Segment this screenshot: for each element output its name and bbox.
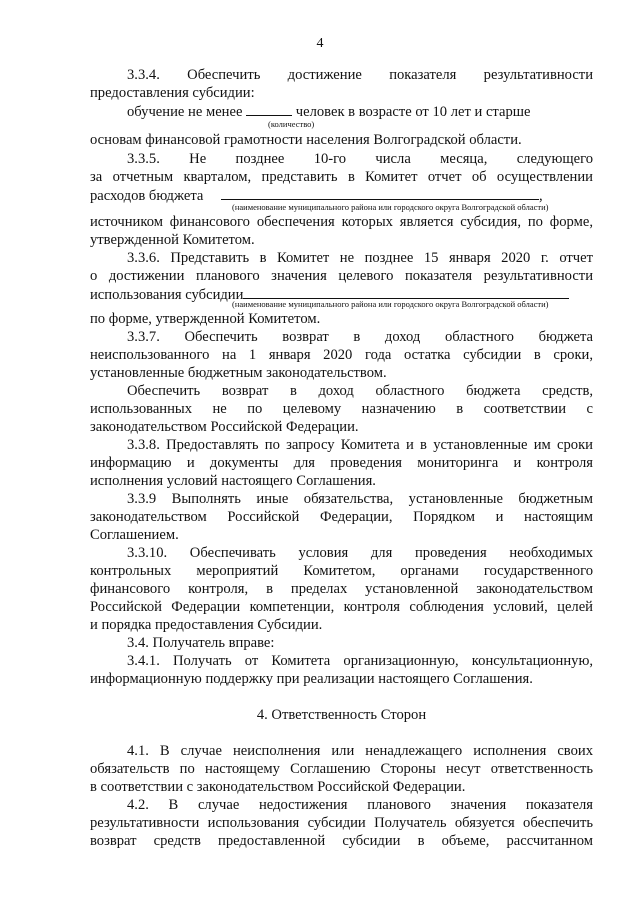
text-line: 3.3.6. Представить в Комитет не позднее 15 января 2020 г. отчет	[127, 250, 593, 266]
text-line: Соглашением.	[90, 527, 179, 543]
text-line: за отчетным кварталом, представить в Комитет отчет об осуществлении	[90, 169, 593, 185]
text-fragment: ,	[539, 188, 543, 204]
text-line: возврат средств предоставленной субсидии в объеме, рассчитанном	[90, 833, 593, 849]
text-line: 4.2. В случае недостижения планового значения показателя	[127, 797, 593, 813]
text-line: источником финансового обеспечения которых является субсидия, по форме,	[90, 214, 593, 230]
text-line: 3.3.5. Не позднее 10-го числа месяца, следующего	[127, 151, 593, 167]
text-line: установленные бюджетным законодательством.	[90, 365, 387, 381]
text-fragment: обучение не менее	[127, 104, 243, 120]
text-line: финансового контроля, в пределах установленной законодательством	[90, 581, 593, 597]
caption-note: (наименование муниципального района или городского округа Волгоградской области)	[232, 299, 549, 309]
text-line: 3.4.1. Получать от Комитета организационную, консультационную,	[127, 653, 593, 669]
caption-note: (количество)	[268, 119, 315, 129]
fill-in-blank	[246, 102, 292, 116]
text-line: информацию и документы для проведения мониторинга и контроля	[90, 455, 593, 471]
text-line: 3.3.10. Обеспечивать условия для проведения необходимых	[127, 545, 593, 561]
text-line: 4.1. В случае неисполнения или ненадлежащего исполнения своих	[127, 743, 593, 759]
text-line: Обеспечить возврат в доход областного бюджета средств,	[127, 383, 593, 399]
text-line: основам финансовой грамотности населения Волгоградской области.	[90, 132, 522, 148]
text-line: о достижении планового значения целевого показателя результативности	[90, 268, 593, 284]
text-line: информационную поддержку при реализации настоящего Соглашения.	[90, 671, 533, 687]
text-line: законодательством Российской Федерации, Порядком и настоящим	[90, 509, 593, 525]
text-line: 3.3.8. Предоставлять по запросу Комитета и в установленные им сроки	[127, 437, 593, 453]
text-line: обязательств по настоящему Соглашению Стороны несут ответственность	[90, 761, 593, 777]
text-line: и порядка предоставления Субсидии.	[90, 617, 323, 633]
text-line: исполнения условий настоящего Соглашения.	[90, 473, 376, 489]
section-heading: 4. Ответственность Сторон	[256, 707, 427, 723]
text-line: использованных не по целевому назначению в соответствии с	[90, 401, 593, 417]
text-line: 3.3.4. Обеспечить достижение показателя результативности	[127, 67, 593, 83]
text-line: по форме, утвержденной Комитетом.	[90, 311, 321, 327]
text-line: 3.4. Получатель вправе:	[127, 635, 275, 651]
page-number: 4	[316, 36, 324, 51]
text-line: 3.3.7. Обеспечить возврат в доход областного бюджета	[127, 329, 593, 345]
text-fragment: человек в возрасте от 10 лет и старше	[295, 104, 531, 120]
text-fragment: расходов бюджета	[90, 188, 204, 204]
text-line: Российской Федерации компетенции, контроля соблюдения условий, целей	[90, 599, 593, 615]
text-line: в соответствии с законодательством Российской Федерации.	[90, 779, 466, 795]
text-line: утвержденной Комитетом.	[90, 232, 255, 248]
text-line: контрольных мероприятий Комитетом, органами государственного	[90, 563, 593, 579]
text-line: 3.3.9 Выполнять иные обязательства, установленные бюджетным	[127, 491, 593, 507]
text-line: законодательством Российской Федерации.	[90, 419, 359, 435]
text-line: предоставления субсидии:	[90, 85, 255, 101]
caption-note: (наименование муниципального района или городского округа Волгоградской области)	[232, 202, 549, 212]
fill-in-blank	[243, 285, 569, 299]
fill-in-blank	[221, 186, 539, 200]
text-line: результативности использования субсидии Получатель обязуется обеспечить	[90, 815, 593, 831]
text-fragment: использования субсидии	[90, 287, 244, 303]
text-line: неиспользованного на 1 января 2020 года остатка субсидии в сроки,	[90, 347, 593, 363]
text-line-with-blank	[127, 102, 593, 121]
